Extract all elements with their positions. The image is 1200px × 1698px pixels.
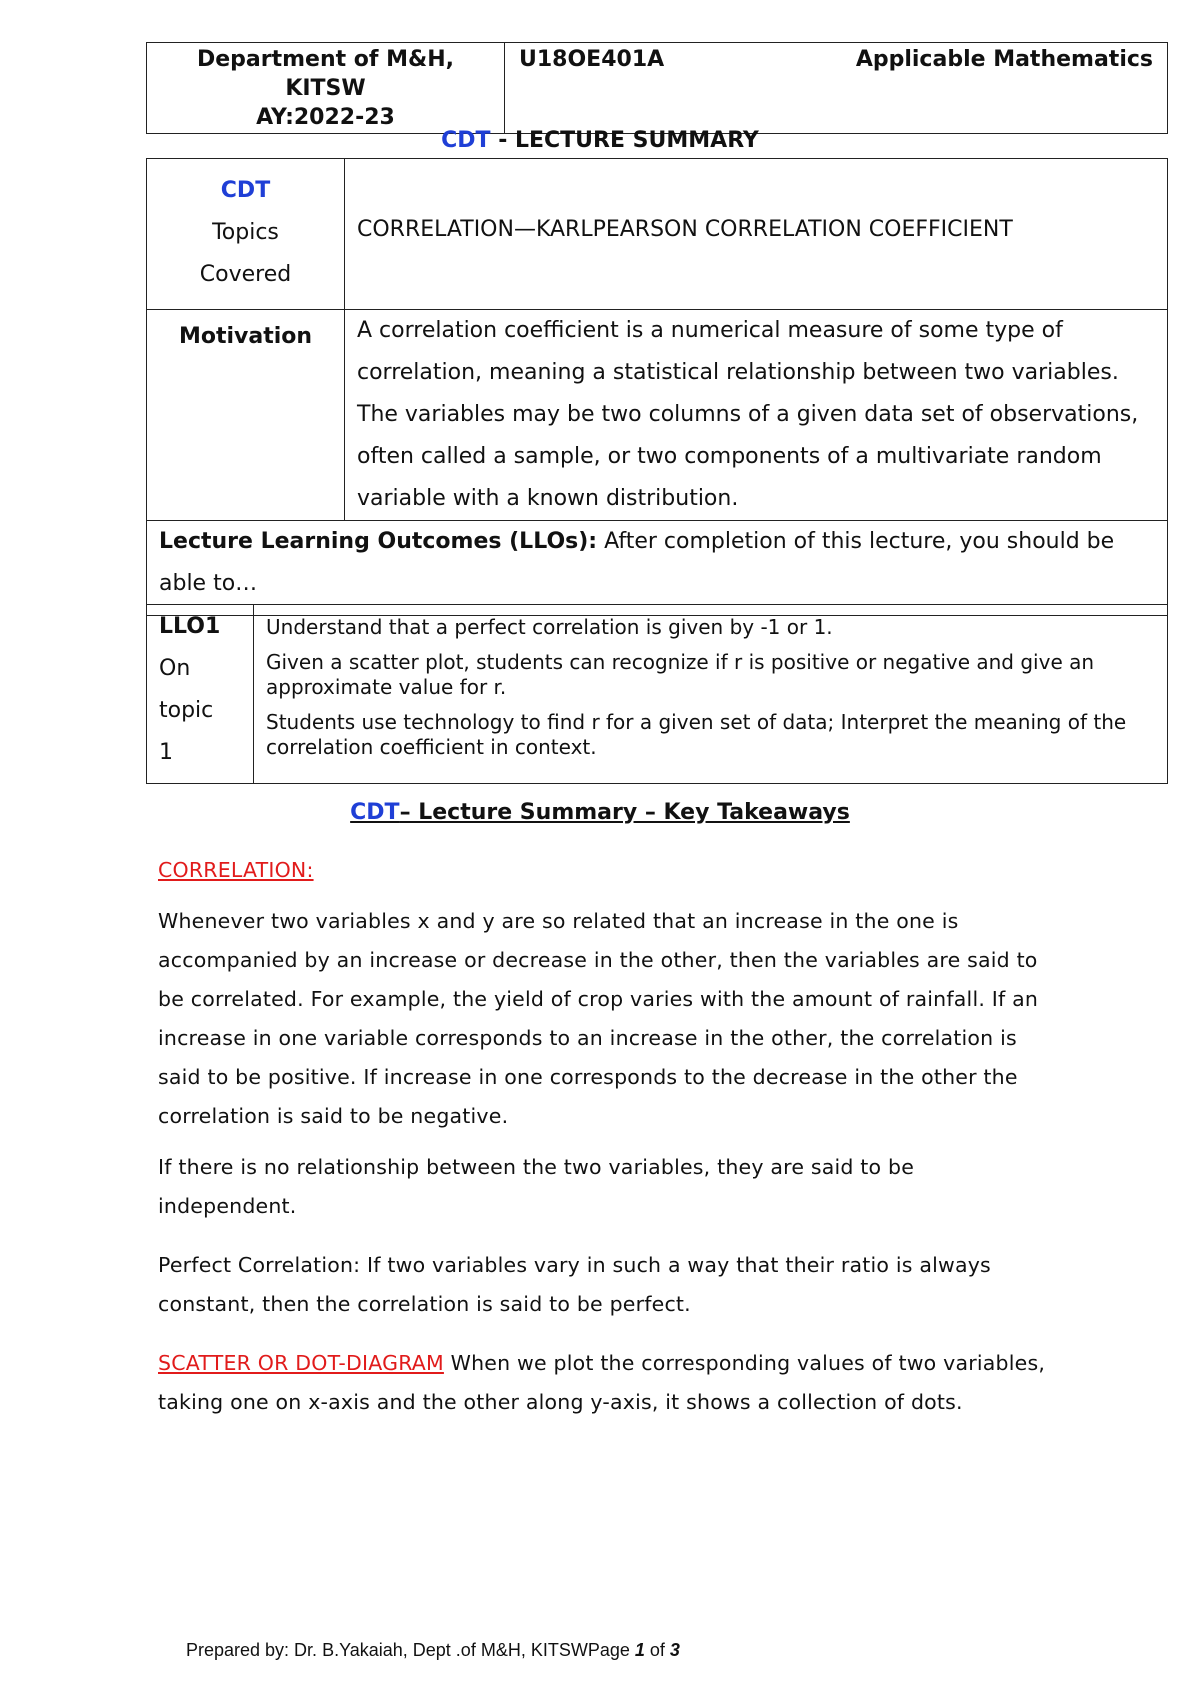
academic-year: AY:2022-23 xyxy=(256,105,395,130)
llo1-on: On xyxy=(159,656,191,681)
correlation-heading-text: CORRELATION: xyxy=(158,858,314,882)
department-cell xyxy=(147,43,505,134)
subject-name: Applicable Mathematics xyxy=(855,47,1153,72)
scatter-text: When we plot the corresponding values of two variables, taking one on x-axis and the other along y-axis, it shows a collection of dots. xyxy=(158,1351,1046,1414)
topics-content-cell xyxy=(345,159,1168,310)
covered-label: Covered xyxy=(199,262,292,287)
llo-heading-text: After completion of this lecture, you should be able to… xyxy=(159,529,1115,596)
llo1-number: 1 xyxy=(159,740,173,765)
scatter-heading: SCATTER OR DOT-DIAGRAM xyxy=(158,1351,444,1375)
motivation-text: A correlation coefficient is a numerical measure of some type of correlation, meaning a statistical relationship between two variables. The variables may be two columns of a given data set of observations, often called a sample, or two components of a multivariate random variable with a known distribution. xyxy=(345,310,1168,521)
llo1-label: LLO1 xyxy=(159,614,221,639)
perfect-correlation-paragraph: Perfect Correlation: If two variables vary in such a way that their ratio is always constant, then the correlation is said to be perfect. xyxy=(158,1253,991,1316)
page-word: Page xyxy=(587,1640,635,1660)
institute-name: KITSW xyxy=(285,76,366,101)
independent-paragraph: If there is no relationship between the two variables, they are said to be independent. xyxy=(158,1155,915,1218)
scatter-paragraph xyxy=(158,1344,1058,1422)
topics-label-cell xyxy=(147,159,345,310)
topics-covered-text: CORRELATION—KARLPEARSON CORRELATION COEFFICIENT xyxy=(357,217,1013,242)
llo1-topic: topic xyxy=(159,698,214,723)
topics-label: Topics xyxy=(212,220,279,245)
department-name: Department of M&H, xyxy=(196,47,455,72)
llo1-outcomes xyxy=(254,605,1168,784)
lecture-summary-title xyxy=(0,128,1200,153)
course-code: U18OE401A xyxy=(519,47,665,72)
llo-heading-cell xyxy=(147,521,1168,616)
correlation-paragraph: Whenever two variables x and y are so related that an increase in the one is accompanied by an increase or decrease in the other, then the variables are said to be correlated. For example, the yield of crop varies with the amount of rainfall. If an increase in one variable corresponds to an increase in the other, the correlation is said to be positive. If increase in one corresponds to the decrease in the other the correlation is said to be negative. xyxy=(158,909,1039,1128)
llo1-outcome: Understand that a perfect correlation is given by -1 or 1. xyxy=(266,615,833,639)
title-cdt: CDT xyxy=(441,128,491,153)
cdt-label: CDT xyxy=(220,178,271,203)
page-total: 3 xyxy=(669,1640,680,1660)
motivation-label: Motivation xyxy=(147,310,345,521)
takeaways-cdt: CDT xyxy=(350,800,400,825)
prepared-by: Prepared by: Dr. B.Yakaiah, Dept .of M&H, KITSW xyxy=(186,1640,588,1660)
llo-heading: Lecture Learning Outcomes (LLOs): xyxy=(159,529,598,554)
key-takeaways-title xyxy=(0,800,1200,825)
course-cell xyxy=(505,43,1168,134)
llo1-label-cell xyxy=(147,605,254,784)
header-table xyxy=(146,42,1168,134)
llo1-outcome: Given a scatter plot, students can recognize if r is positive or negative and give an approximate value for r. xyxy=(266,650,1095,699)
correlation-heading xyxy=(158,851,1058,890)
takeaways-title-text: – Lecture Summary – Key Takeaways xyxy=(399,800,850,825)
of-word: of xyxy=(644,1640,670,1660)
page-footer xyxy=(186,1640,680,1661)
llo1-outcome: Students use technology to find r for a given set of data; Interpret the meaning of the correlation coefficient in context. xyxy=(266,710,1127,759)
title-rest: - LECTURE SUMMARY xyxy=(490,128,759,153)
page-number: 1 xyxy=(634,1640,645,1660)
llo-table xyxy=(146,604,1168,784)
summary-table xyxy=(146,158,1168,616)
